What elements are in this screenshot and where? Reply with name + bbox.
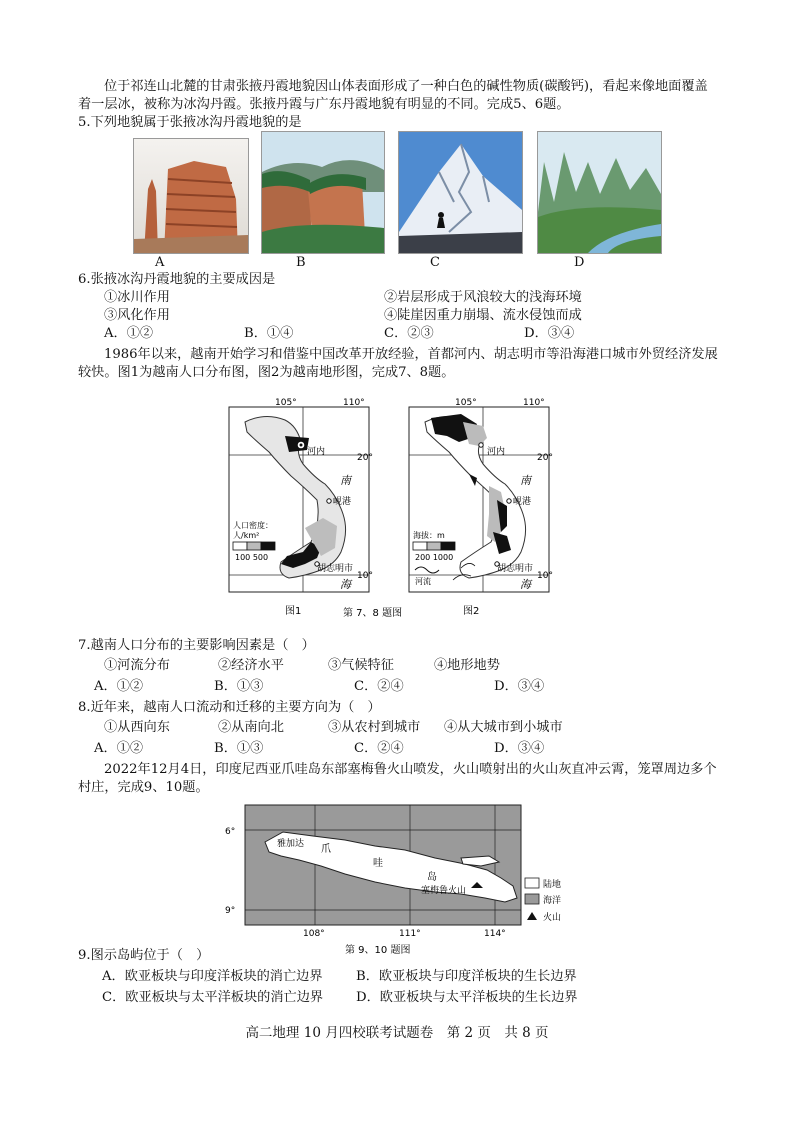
- fig2-legend-river: 河流: [415, 577, 431, 586]
- java-city-jakarta: 雅加达: [277, 839, 305, 849]
- q8-option-a: A．①②: [94, 741, 144, 756]
- map-caption-figure-2: 图2: [463, 606, 480, 617]
- photo-label-d: D: [574, 255, 585, 270]
- q7-item-1: ①河流分布: [104, 658, 170, 673]
- q9-option-b: B．欧亚板块与印度洋板块的生长边界: [356, 969, 577, 984]
- fig1-lon-105: 105°: [275, 398, 297, 408]
- fig1-lat-20: 20°: [357, 453, 373, 463]
- q7-item-2: ②经济水平: [218, 658, 284, 673]
- fig1-city-hanoi: 河内: [307, 447, 326, 457]
- fig2-legend-title: 海拔：m: [413, 531, 445, 540]
- q6-option-d: D．③④: [524, 326, 575, 341]
- q6-option-b: B．①④: [244, 326, 294, 341]
- q9-option-a: A．欧亚板块与印度洋板块的消亡边界: [102, 969, 323, 984]
- fig2-city-hanoi: 河内: [487, 447, 506, 457]
- java-lat-9: 9°: [225, 906, 236, 916]
- q8-item-4: ④从大城市到小城市: [444, 720, 563, 735]
- fig2-lon-105: 105°: [455, 398, 477, 408]
- q8-option-c: C．②④: [354, 741, 404, 756]
- page-footer: 高二地理 10 月四校联考试题卷 第 2 页 共 8 页: [245, 1025, 549, 1041]
- java-lon-114: 114°: [484, 929, 506, 939]
- fig2-lon-110: 110°: [523, 398, 545, 408]
- fig1-legend-title-1: 人口密度：: [233, 521, 273, 530]
- photo-b-danxia-cliffs: [261, 131, 385, 254]
- q6-option-c: C．②③: [384, 326, 434, 341]
- fig2-legend-values: 200 1000: [415, 553, 454, 562]
- intro-paragraph-q5-6: 位于祁连山北麓的甘肃张掖丹霞地貌因山体表面形成了一种白色的碱性物质(碳酸钙)，看起来像地面覆盖着一层冰，被称为冰沟丹霞。张掖丹霞与广东丹霞地貌有明显的不同。完成5、6题。: [78, 79, 708, 112]
- java-map-caption: 第 9、10 题图: [345, 945, 411, 956]
- fig1-sea-label-2: 海: [340, 578, 351, 591]
- java-volcano-semeru: 塞梅鲁火山: [421, 886, 467, 896]
- java-legend-land: 陆地: [543, 880, 562, 890]
- java-label-char-2: 哇: [373, 858, 383, 869]
- q9-option-d: D．欧亚板块与太平洋板块的生长边界: [356, 990, 578, 1005]
- fig1-sea-label-1: 南: [340, 474, 351, 487]
- java-lat-6: 6°: [225, 827, 236, 837]
- photo-label-b: B: [296, 255, 306, 270]
- q6-option-a: A．①②: [104, 326, 154, 341]
- map-caption-figure-1: 图1: [285, 606, 302, 617]
- java-legend-ocean: 海洋: [543, 896, 562, 906]
- fig2-sea-label-1: 南: [520, 474, 531, 487]
- q7-item-3: ③气候特征: [328, 658, 394, 673]
- q8-item-3: ③从农村到城市: [328, 720, 421, 735]
- q6-item-3: ③风化作用: [104, 308, 170, 323]
- fig1-lon-110: 110°: [343, 398, 365, 408]
- q6-item-1: ①冰川作用: [104, 290, 170, 305]
- q7-option-c: C．②④: [354, 679, 404, 694]
- q8-item-1: ①从西向东: [104, 720, 170, 735]
- fig2-city-hcm: 胡志明市: [497, 564, 534, 574]
- map-caption-q7-8: 第 7、8 题图: [343, 608, 403, 619]
- map-figure-2-terrain: [409, 398, 553, 592]
- java-label-char-3: 岛: [427, 872, 437, 883]
- fig2-city-danang: 岘港: [513, 497, 532, 507]
- intro-paragraph-q9-10: 2022年12月4日，印度尼西亚爪哇岛东部塞梅鲁火山喷发，火山喷射出的火山灰直冲云霄，笼罩周边多个村庄，完成9、10题。: [78, 762, 717, 795]
- q8-option-d: D．③④: [494, 741, 545, 756]
- question-6-stem: 6.张掖冰沟丹霞地貌的主要成因是: [78, 272, 276, 287]
- map-figure-1-population: [229, 398, 373, 592]
- q8-item-2: ②从南向北: [218, 720, 284, 735]
- fig1-lat-10: 10°: [357, 571, 373, 581]
- q9-option-c: C．欧亚板块与太平洋板块的消亡边界: [102, 990, 324, 1005]
- question-8-stem: 8.近年来，越南人口流动和迁移的主要方向为（ ）: [78, 700, 381, 715]
- question-5-stem: 5.下列地貌属于张掖冰沟丹霞地貌的是: [78, 115, 302, 130]
- fig1-city-danang: 岘港: [333, 497, 352, 507]
- intro-paragraph-q7-8: 1986年以来，越南开始学习和借鉴中国改革开放经验，首都河内、胡志明市等沿海港口城市外贸经济发展较快。图1为越南人口分布图，图2为越南地形图，完成7、8题。: [78, 347, 718, 380]
- fig2-lat-20: 20°: [537, 453, 553, 463]
- q8-option-b: B．①③: [214, 741, 264, 756]
- photo-label-c: C: [430, 255, 440, 270]
- q7-option-d: D．③④: [494, 679, 545, 694]
- q7-item-4: ④地形地势: [434, 658, 500, 673]
- q6-item-4: ④陡崖因重力崩塌、流水侵蚀而成: [384, 308, 582, 323]
- q6-item-2: ②岩层形成于风浪较大的浅海环境: [384, 290, 582, 305]
- fig2-sea-label-2: 海: [520, 578, 531, 591]
- fig1-city-hcm: 胡志明市: [317, 564, 354, 574]
- vietnam-maps-figure: [225, 392, 553, 622]
- q7-option-b: B．①③: [214, 679, 264, 694]
- java-lon-108: 108°: [303, 929, 325, 939]
- photo-c-snow-mountain: [398, 131, 523, 254]
- fig2-lat-10: 10°: [537, 571, 553, 581]
- photo-label-a: A: [155, 255, 165, 270]
- question-9-stem: 9.图示岛屿位于（ ）: [78, 948, 210, 963]
- photo-d-karst-river: [537, 131, 662, 254]
- java-label-char-1: 爪: [321, 844, 331, 855]
- java-island-map: [225, 802, 585, 960]
- java-lon-111: 111°: [399, 929, 421, 939]
- q7-option-a: A．①②: [94, 679, 144, 694]
- java-legend-volcano: 火山: [543, 913, 562, 923]
- fig1-legend-title-2: 人/km²: [233, 531, 260, 540]
- photo-a-red-rock-pillar: [133, 138, 249, 254]
- question-7-stem: 7.越南人口分布的主要影响因素是（ ）: [78, 638, 315, 653]
- fig1-legend-values: 100 500: [235, 553, 269, 562]
